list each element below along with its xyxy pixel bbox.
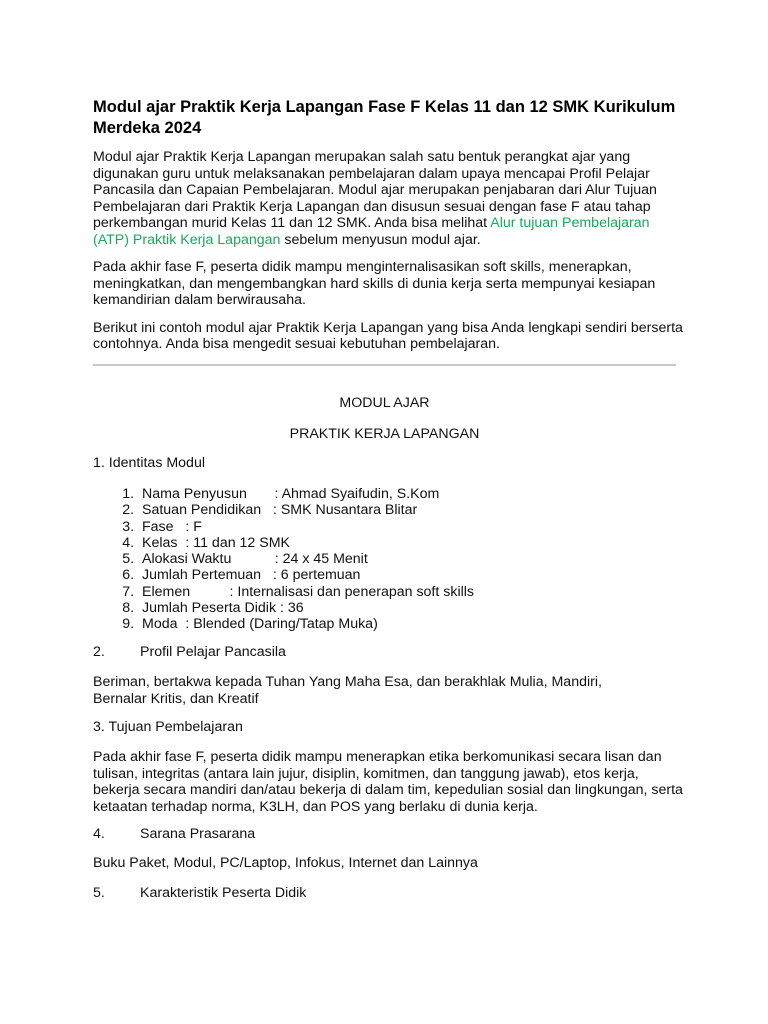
identity-list (93, 486, 474, 633)
section-2-text: Beriman, bertakwa kepada Tuhan Yang Maha Esa, dan berakhlak Mulia, Mandiri, Bernalar Kritis, dan Kreatif (93, 674, 602, 707)
section-4-heading (93, 826, 683, 843)
intro-text-after-link: sebelum menyusun modul ajar. (280, 231, 481, 248)
section-5-number: 5. (93, 885, 105, 901)
atp-link[interactable]: Alur tujuan Pembelajaran (ATP) Praktik Kerja Lapangan (93, 215, 650, 248)
module-heading: MODUL AJAR (339, 395, 430, 411)
identity-item: 6. Jumlah Pertemuan : 6 pertemuan (138, 567, 474, 583)
identity-item: 7. Elemen : Internalisasi dan penerapan soft skills (138, 584, 474, 600)
section-3-text: Pada akhir fase F, peserta didik mampu menerapkan etika berkomunikasi secara lisan dan tulisan, integritas (antara lain jujur, disiplin, komitmen, dan tanggung jawab), etos kerja, bekerja secara mandiri dan/atau bekerja di dalam tim, kepedulian sosial dan lingkungan, serta ketaatan terhadap norma, K3LH, dan POS yang berlaku di dunia kerja. (93, 749, 683, 815)
section-2-title: Profil Pelajar Pancasila (140, 644, 286, 660)
section-2-heading (93, 644, 683, 661)
section-4-number: 4. (93, 826, 105, 842)
article-title: Modul ajar Praktik Kerja Lapangan Fase F Kelas 11 dan 12 SMK Kurikulum Merdeka 2024 (93, 98, 676, 137)
section-1-title: 1. Identitas Modul (93, 455, 205, 471)
section-4-title: Sarana Prasarana (140, 826, 256, 842)
section-2-number: 2. (93, 644, 105, 660)
section-4-text: Buku Paket, Modul, PC/Laptop, Infokus, Internet dan Lainnya (93, 855, 478, 871)
section-3-title: 3. Tujuan Pembelajaran (93, 719, 243, 735)
identity-item: 8. Jumlah Peserta Didik : 36 (138, 600, 474, 616)
module-document (93, 0, 683, 1024)
intro-paragraph-2: Pada akhir fase F, peserta didik mampu menginternalisasikan soft skills, menerapkan, meningkatkan, dan mengembangkan hard skills di dunia kerja serta mempunyai kesiapan kemandirian dalam berwirausaha. (93, 259, 656, 308)
intro-text-before-link: Modul ajar Praktik Kerja Lapangan merupakan salah satu bentuk perangkat ajar yang digunakan guru untuk melaksanakan pembelajaran dalam upaya mencapai Profil Pelajar Pancasila dan Capaian Pembelajaran. Modul ajar merupakan penjabaran dari Alur Tujuan Pembelajaran dari Praktik Kerja Lapangan dan disusun sesuai dengan fase F atau tahap perkembangan murid Kelas 11 dan 12 SMK. Anda bisa melihat (93, 149, 657, 231)
intro-paragraph-3: Berikut ini contoh modul ajar Praktik Kerja Lapangan yang bisa Anda lengkapi sendiri berserta contohnya. Anda bisa mengedit sesuai kebutuhan pembelajaran. (93, 319, 683, 352)
section-5-title: Karakteristik Peserta Didik (140, 885, 307, 901)
module-subheading: PRAKTIK KERJA LAPANGAN (289, 426, 480, 442)
section-5-heading (93, 885, 683, 902)
identity-item: 1. Nama Penyusun : Ahmad Syaifudin, S.Kom (138, 486, 474, 502)
identity-item: 3. Fase : F (138, 519, 474, 535)
identity-item: 2. Satuan Pendidikan : SMK Nusantara Blitar (138, 502, 474, 518)
identity-item: 5. Alokasi Waktu : 24 x 45 Menit (138, 551, 474, 567)
identity-item: 4. Kelas : 11 dan 12 SMK (138, 535, 474, 551)
identity-item: 9. Moda : Blended (Daring/Tatap Muka) (138, 616, 474, 632)
